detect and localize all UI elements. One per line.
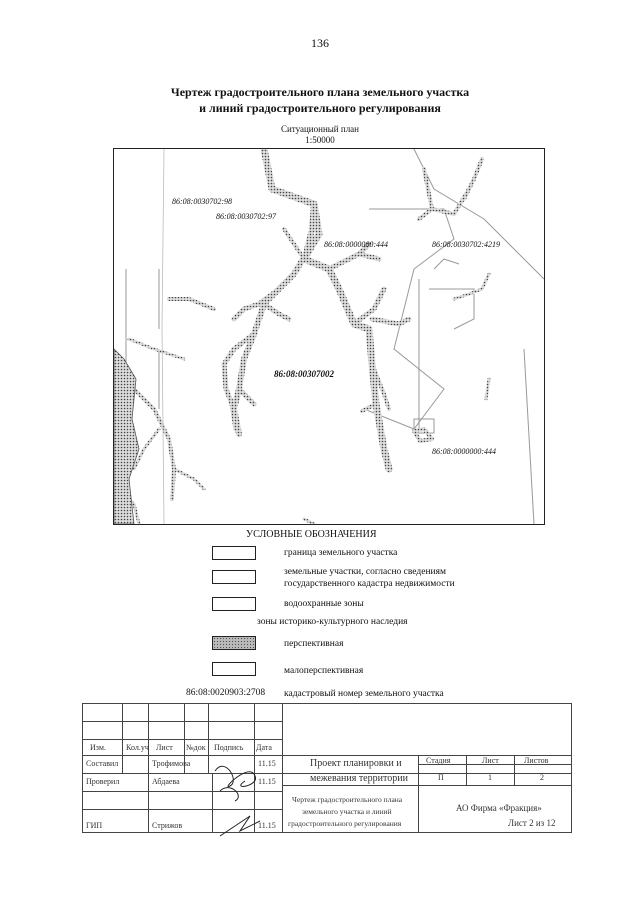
legend-perspective-text: перспективная	[284, 639, 344, 649]
map-scale: 1:50000	[305, 135, 335, 145]
legend-boundary-swatch	[212, 546, 256, 560]
legend-cadastre-line2: государственного кадастра недвижимости	[284, 579, 455, 589]
stamp-company: АО Фирма «Фракция»	[456, 803, 542, 813]
stamp-project-line2: межевания территории	[310, 773, 408, 784]
title-block-stamp	[82, 703, 572, 833]
legend-heritage-heading: зоны историко-культурного наследия	[257, 617, 408, 627]
stamp-row2-name: Абдаева	[152, 777, 180, 786]
drawing-title	[60, 84, 580, 116]
legend-low-perspective-text: малоперспективная	[284, 666, 364, 676]
title-line-2: и линий градостроительного регулирования	[199, 101, 441, 115]
map-label-1: 86:08:0030702:98	[172, 197, 232, 206]
map-label-3: 86:08:0000000:444	[324, 240, 388, 249]
stamp-col-doc: №док	[186, 743, 206, 752]
legend-low-perspective-swatch	[212, 662, 256, 676]
stamp-col-sign: Подпись	[214, 743, 244, 752]
legend-cadastre-text	[284, 566, 455, 590]
stamp-sheets-label: Листов	[524, 756, 549, 765]
stamp-row3-role: ГИП	[86, 821, 103, 830]
stamp-row2-role: Проверил	[86, 777, 120, 786]
stamp-row1-name: Трофимова	[152, 759, 191, 768]
stamp-sheet-of: Лист 2 из 12	[508, 818, 556, 828]
road-line	[162, 149, 164, 524]
legend-cad-number-desc: кадастровый номер земельного участка	[284, 689, 444, 699]
stamp-project-line1: Проект планировки и	[310, 758, 402, 769]
legend-cadastre-line1: земельные участки, согласно сведениям	[284, 567, 446, 577]
page-number: 136	[311, 36, 329, 50]
legend-perspective-swatch	[212, 636, 256, 650]
stamp-row1-role: Составил	[86, 759, 119, 768]
stamp-stage-label: Стадия	[426, 756, 451, 765]
stamp-col-kol: Кол.уч	[126, 743, 149, 752]
river-network	[114, 149, 489, 524]
stamp-col-list: Лист	[156, 743, 173, 752]
stamp-col-izm: Изм.	[90, 743, 106, 752]
heritage-area	[114, 349, 139, 524]
map-label-main-parcel: 86:08:00307002	[274, 369, 334, 379]
signature-marks	[210, 751, 270, 841]
stamp-stage-value: П	[438, 773, 444, 782]
map-label-6: 86:08:0000000:444	[432, 447, 496, 456]
legend-water-swatch	[212, 597, 256, 611]
stamp-row1-date: 11.15	[258, 759, 276, 768]
map-caption: Ситуационный план	[280, 124, 359, 134]
legend-cad-number-sample: 86:08:0020903:2708	[186, 688, 266, 698]
stamp-drawing-line2: земельного участка и линий	[302, 807, 392, 816]
map-caption-block	[200, 124, 440, 146]
legend-boundary-text: граница земельного участка	[284, 548, 398, 558]
stamp-sheet-label: Лист	[482, 756, 499, 765]
stamp-drawing-line1: Чертеж градостроительного плана	[292, 795, 403, 804]
legend-cadastre-swatch	[212, 570, 256, 584]
stamp-row3-name: Стрижов	[152, 821, 183, 830]
stamp-row3-date: 11.15	[258, 821, 276, 830]
stamp-row2-date: 11.15	[258, 777, 276, 786]
legend-water-text: водоохранные зоны	[284, 599, 364, 609]
situation-map	[113, 148, 545, 525]
stamp-col-date: Дата	[256, 743, 272, 752]
stamp-drawing-line3: градостроительного регулирования	[288, 819, 402, 828]
stamp-sheet-value: 1	[488, 773, 492, 782]
map-label-2: 86:08:0030702:97	[216, 212, 276, 221]
title-line-1: Чертеж градостроительного плана земельного участка	[170, 85, 470, 99]
map-label-4: 86:08:0030702:4219	[432, 240, 500, 249]
legend-title: УСЛОВНЫЕ ОБОЗНАЧЕНИЯ	[246, 529, 377, 540]
stamp-sheets-value: 2	[540, 773, 544, 782]
